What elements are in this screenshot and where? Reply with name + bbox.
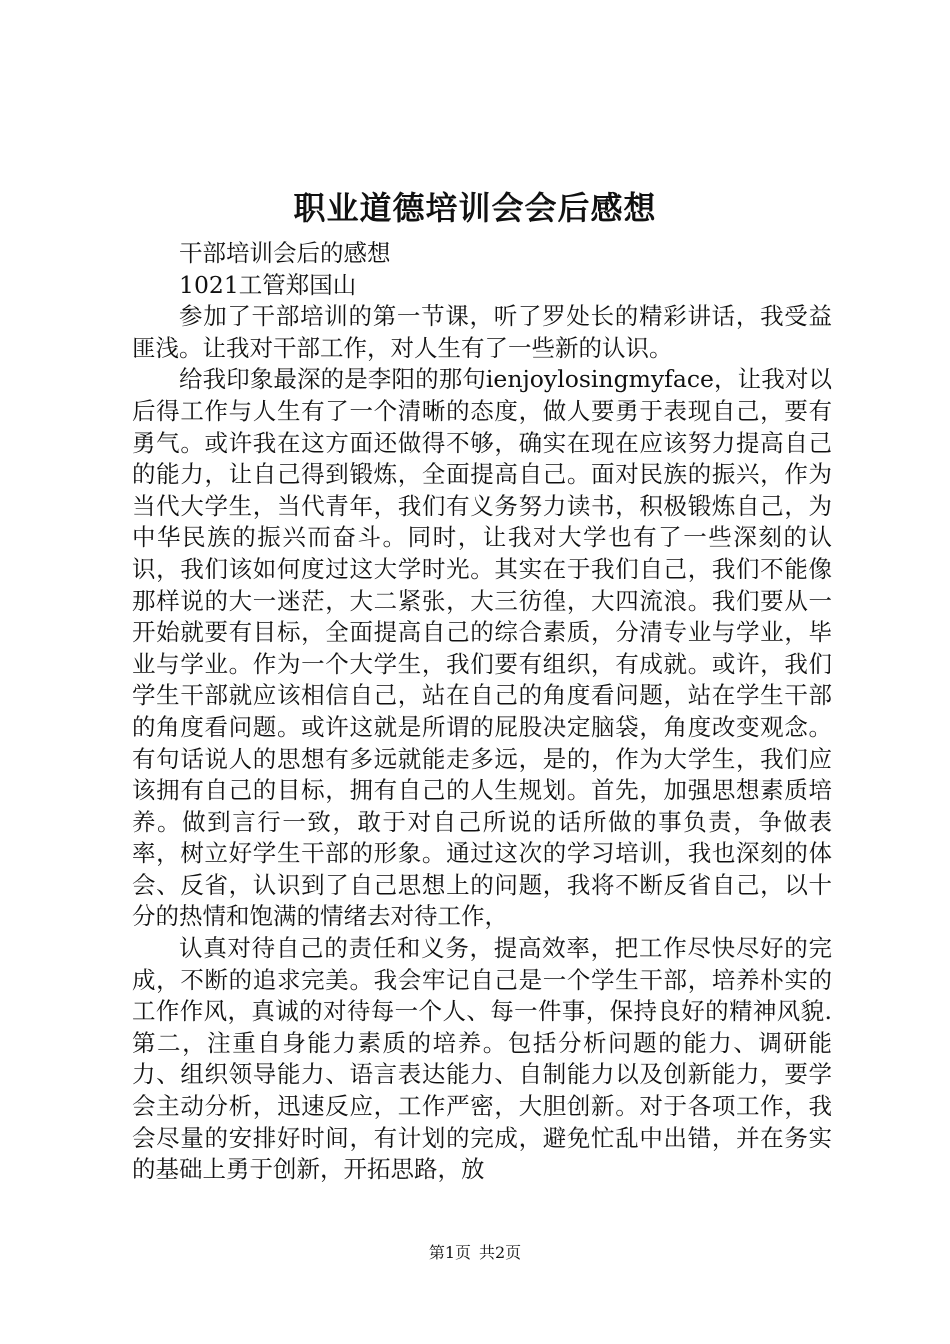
document-title: 职业道德培训会会后感想 — [293, 189, 657, 227]
body-paragraph: 认真对待自己的责任和义务，提高效率，把工作尽快尽好的完成，不断的追求完美。我会牢记自己是一个学生干部，培养朴实的工作作风，真诚的对待每一个人、每一件事，保持良好的精神风貌.第二，注重自身能力素质的培养。包括分析问题的能力、调研能力、组织领导能力、语言表达能力、自制能力以及创新能力，要学会主动分析，迅速反应，工作严密，大胆创新。对于各项工作，我会尽量的安排好时间，有计划的完成，避免忙乱中出错，并在务实的基础上勇于创新，开拓思路，放 — [132, 934, 832, 1184]
page-number-total: 共2页 — [479, 1243, 522, 1262]
body-paragraph: 给我印象最深的是李阳的那句ienjoylosingmyface，让我对以后得工作与人生有了一个清晰的态度，做人要勇于表现自己，要有勇气。或许我在这方面还做得不够，确实在现在应该努力提高自己的能力，让自己得到锻炼，全面提高自己。面对民族的振兴，作为当代大学生，当代青年，我们有义务努力读书，积极锻炼自己，为中华民族的振兴而奋斗。同时，让我对大学也有了一些深刻的认识，我们该如何度过这大学时光。其实在于我们自己，我们不能像那样说的大一迷茫，大二紧张，大三彷徨，大四流浪。我们要从一开始就要有目标，全面提高自己的综合素质，分清专业与学业，毕业与学业。作为一个大学生，我们要有组织，有成就。或许，我们学生干部就应该相信自己，站在自己的角度看问题，站在学生干部的角度看问题。或许这就是所谓的屁股决定脑袋，角度改变观念。有句话说人的思想有多远就能走多远，是的，作为大学生，我们应该拥有自己的目标，拥有自己的人生规划。首先，加强思想素质培养。做到言行一致，敢于对自己所说的话所做的事负责，争做表率，树立好学生干部的形象。通过这次的学习培训，我也深刻的体会、反省，认识到了自己思想上的问题，我将不断反省自己，以十分的热情和饱满的情绪去对待工作， — [132, 365, 832, 931]
body-paragraph: 参加了干部培训的第一节课，听了罗处长的精彩讲话，我受益匪浅。让我对干部工作，对人生有了一些新的认识。 — [132, 302, 832, 362]
page-footer — [0, 1242, 950, 1264]
document-body — [132, 238, 832, 1186]
subtitle-paragraph: 干部培训会后的感想 — [179, 239, 391, 267]
author-paragraph: 1021工管郑国山 — [179, 270, 357, 299]
page-number-current: 第1页 — [428, 1243, 471, 1262]
